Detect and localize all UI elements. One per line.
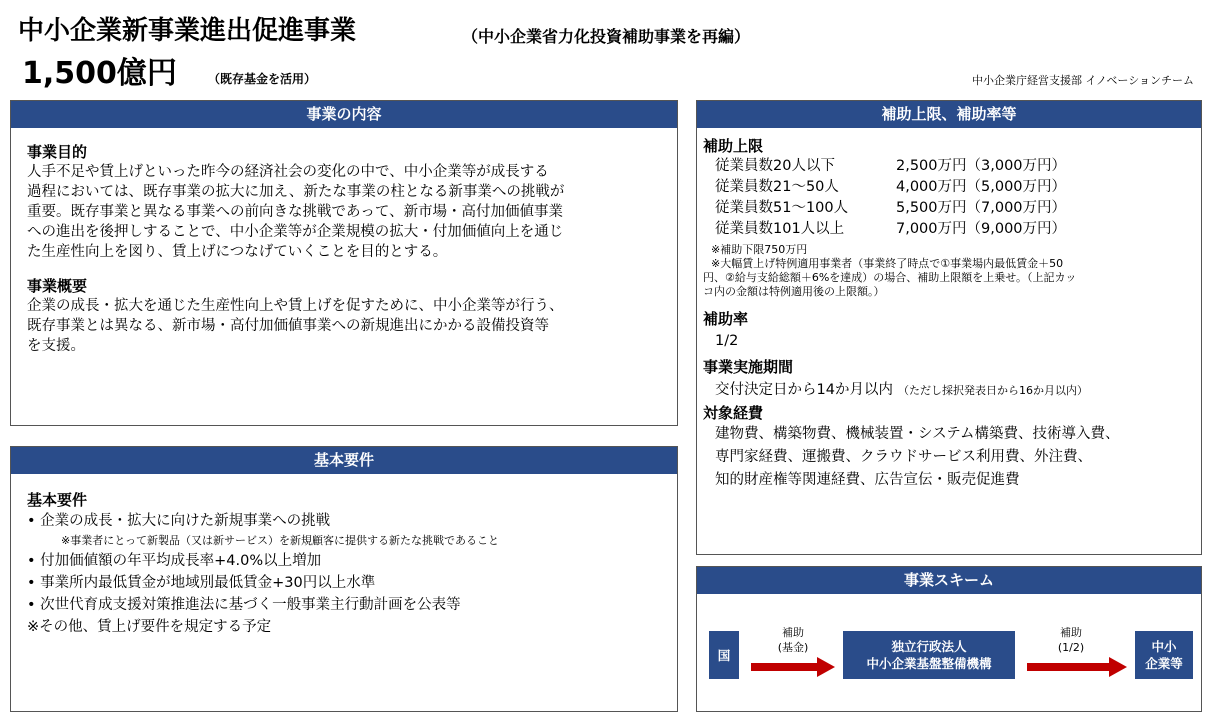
limit-value: 2,500万円（3,000万円） — [896, 158, 1067, 174]
limit-label: 従業員数21～50人 — [715, 179, 839, 195]
department-label: 中小企業庁経営支援部 イノベーションチーム — [972, 74, 1194, 87]
purpose-line: 重要。既存事業と異なる事業への前向きな挑戦であって、新市場・高付加価値事業 — [27, 204, 564, 220]
requirements-panel — [10, 446, 678, 712]
scheme-box-smrj-line1: 独立行政法人 — [891, 639, 967, 654]
scheme-arrow1-subtext: (基金) — [777, 641, 809, 654]
subsidy-panel-header: 補助上限、補助率等 — [697, 101, 1201, 128]
limit-label: 従業員数20人以下 — [715, 158, 835, 174]
requirement-note: ※その他、賃上げ要件を規定する予定 — [27, 619, 272, 635]
limit-value: 7,000万円（9,000万円） — [896, 221, 1067, 237]
purpose-line: た生産性向上を図り、賃上げにつなげていくことを目的とする。 — [27, 244, 448, 260]
page-title: 中小企業新事業進出促進事業 — [18, 16, 357, 46]
requirement-note: ※事業者にとって新製品（又は新サービス）を新規顧客に提供する新たな挑戦であること — [61, 534, 499, 547]
purpose-line: への進出を後押しすることで、中小企業等が企業規模の拡大・付加価値向上を通じ — [27, 224, 564, 240]
page-subtitle: （中小企業省力化投資補助事業を再編） — [462, 27, 751, 46]
limit-value: 4,000万円（5,000万円） — [896, 179, 1067, 195]
scheme-panel — [696, 566, 1202, 712]
subsidy-panel — [696, 100, 1202, 555]
scheme-box-country: 国 — [709, 631, 739, 679]
scheme-box-sme-line1: 中小 — [1151, 639, 1177, 654]
overview-line: を支援。 — [27, 338, 85, 354]
limit-note: ※補助下限750万円 — [711, 243, 808, 256]
requirement-item: • 付加価値額の年平均成長率+4.0%以上増加 — [27, 553, 322, 569]
scheme-box-smrj-line2: 中小企業基盤整備機構 — [866, 656, 992, 671]
overview-line: 企業の成長・拡大を通じた生産性向上や賃上げを促すために、中小企業等が行う、 — [27, 298, 564, 314]
limit-table — [715, 156, 1195, 240]
requirements-heading: 基本要件 — [27, 491, 88, 509]
scheme-arrow2-icon — [1027, 657, 1127, 677]
limit-row — [715, 198, 1195, 219]
requirements-panel-header: 基本要件 — [11, 447, 677, 474]
requirement-item: • 企業の成長・拡大に向けた新規事業への挑戦 — [27, 513, 331, 529]
period-heading: 事業実施期間 — [703, 358, 794, 376]
period-note: （ただし採択発表日から16か月以内） — [898, 384, 1089, 397]
scheme-box-sme-line2: 企業等 — [1145, 656, 1183, 671]
scheme-panel-header: 事業スキーム — [697, 567, 1201, 594]
scheme-arrow2-label — [1033, 625, 1109, 655]
overview-heading: 事業概要 — [27, 277, 88, 295]
content-panel — [10, 100, 678, 426]
rate-value: 1/2 — [715, 333, 739, 349]
requirement-item: • 事業所内最低賃金が地域別最低賃金+30円以上水準 — [27, 575, 376, 591]
limit-note-line: ※大幅賃上げ特例適用事業者（事業終了時点で①事業場内最低賃金＋50 — [711, 257, 1064, 270]
overview-line: 既存事業とは異なる、新市場・高付加価値事業への新規進出にかかる設備投資等 — [27, 318, 549, 334]
scheme-arrow1-text: 補助 — [782, 626, 804, 639]
costs-line: 建物費、構築物費、機械装置・システム構築費、技術導入費、 — [715, 426, 1120, 442]
limit-row — [715, 219, 1195, 240]
limit-heading: 補助上限 — [703, 137, 764, 155]
scheme-box-sme — [1135, 631, 1193, 679]
scheme-arrow1-icon — [751, 657, 835, 677]
scheme-arrow2-subtext: (1/2) — [1057, 641, 1085, 654]
period-row — [715, 377, 1195, 401]
limit-row — [715, 156, 1195, 177]
purpose-line: 過程においては、既存事業の拡大に加え、新たな事業の柱となる新事業への挑戦が — [27, 184, 565, 200]
limit-value: 5,500万円（7,000万円） — [896, 200, 1067, 216]
limit-label: 従業員数51～100人 — [715, 200, 849, 216]
requirement-item: • 次世代育成支援対策推進法に基づく一般事業主行動計画を公表等 — [27, 597, 461, 613]
scheme-box-smrj — [843, 631, 1015, 679]
budget-amount: 1,500億円 — [22, 56, 177, 91]
limit-label: 従業員数101人以上 — [715, 221, 845, 237]
content-panel-header: 事業の内容 — [11, 101, 677, 128]
costs-line: 専門家経費、運搬費、クラウドサービス利用費、外注費、 — [715, 449, 1092, 465]
purpose-line: 人手不足や賃上げといった昨今の経済社会の変化の中で、中小企業等が成長する — [27, 164, 549, 180]
limit-row — [715, 177, 1195, 198]
costs-line: 知的財産権等関連経費、広告宣伝・販売促進費 — [715, 472, 1020, 488]
scheme-arrow1-label — [755, 625, 831, 655]
scheme-arrow2-text: 補助 — [1060, 626, 1082, 639]
costs-heading: 対象経費 — [703, 404, 764, 422]
period-value: 交付決定日から14か月以内 — [715, 382, 893, 398]
rate-heading: 補助率 — [703, 310, 749, 328]
limit-note-line: 円、②給与支給総額＋6%を達成）の場合、補助上限額を上乗せ。（上記カッ — [703, 271, 1077, 284]
limit-note-line: コ内の金額は特例適用後の上限額。） — [703, 285, 885, 298]
budget-note: （既存基金を活用） — [208, 72, 317, 86]
purpose-heading: 事業目的 — [27, 143, 88, 161]
